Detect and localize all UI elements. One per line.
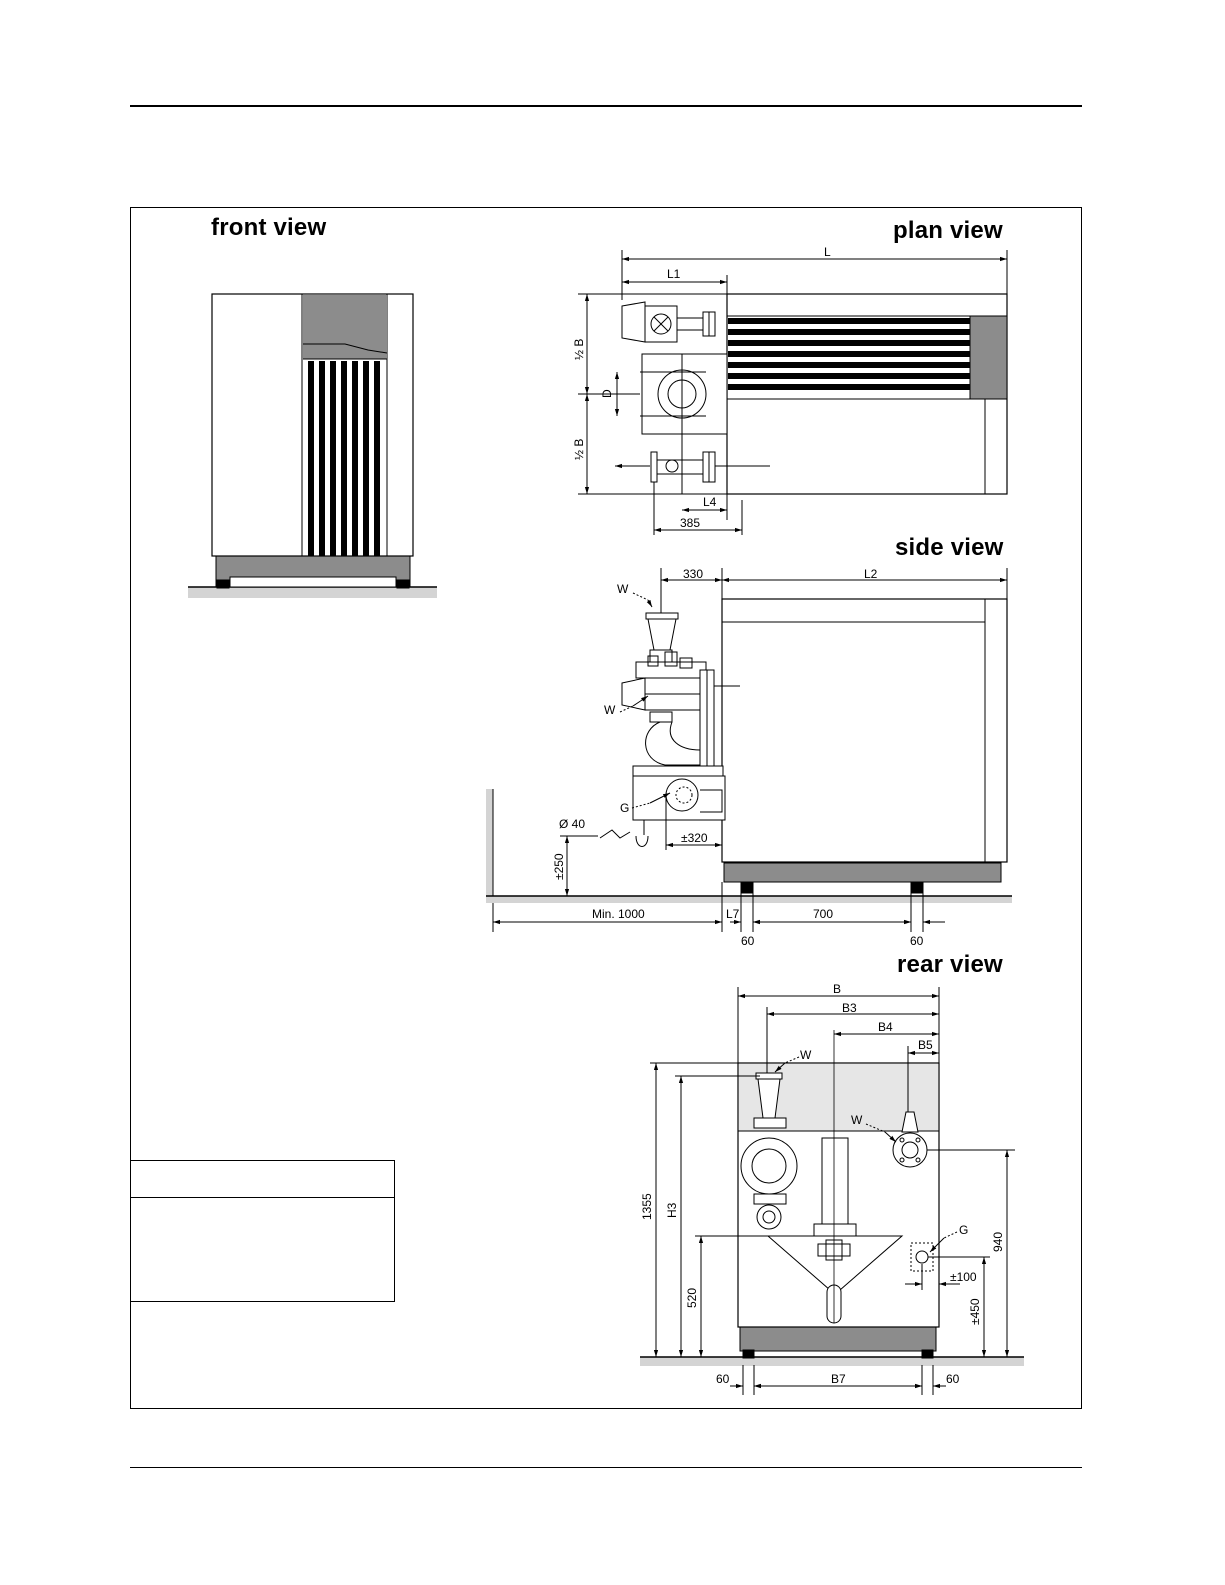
dim-385: 385 — [680, 516, 701, 530]
label-W-top: W — [617, 582, 629, 596]
dim-half-B-bottom: ½ B — [572, 438, 586, 460]
side-view-title: side view — [895, 534, 1004, 561]
dim-H3: H3 — [665, 1202, 679, 1218]
dim-100: ±100 — [950, 1270, 977, 1284]
dim-60-right: 60 — [910, 934, 924, 948]
dim-B5: B5 — [918, 1038, 933, 1052]
dim-60-rear-right: 60 — [946, 1372, 960, 1386]
dim-B3: B3 — [842, 1001, 857, 1015]
dim-L2: L2 — [864, 567, 878, 581]
label-W-rear-left: W — [800, 1048, 812, 1062]
dim-half-B-top: ½ B — [572, 338, 586, 360]
dim-60-rear-left: 60 — [716, 1372, 730, 1386]
label-G: G — [620, 801, 630, 815]
dim-D: D — [600, 389, 614, 398]
front-view-drawing — [188, 294, 437, 598]
dim-60-left: 60 — [741, 934, 755, 948]
dim-L: L — [824, 245, 831, 259]
plan-view-title: plan view — [893, 217, 1003, 244]
dim-940: 940 — [991, 1231, 1005, 1252]
front-view-title: front view — [211, 214, 327, 241]
dim-250: ±250 — [552, 853, 566, 880]
dim-320: ±320 — [681, 831, 708, 845]
rear-view-title: rear view — [897, 951, 1003, 978]
dim-L4: L4 — [703, 495, 717, 509]
dim-L1: L1 — [667, 267, 681, 281]
label-W-rear-right: W — [851, 1113, 863, 1127]
dim-B4: B4 — [878, 1020, 893, 1034]
dim-1355: 1355 — [640, 1193, 654, 1220]
dim-330: 330 — [683, 567, 704, 581]
dim-40: Ø 40 — [559, 817, 586, 831]
dim-450: ±450 — [968, 1298, 982, 1325]
dim-700: 700 — [813, 907, 834, 921]
rear-view-drawing — [640, 987, 1024, 1395]
dim-min-1000: Min. 1000 — [592, 907, 645, 921]
plan-view-drawing — [578, 250, 1007, 535]
dim-B: B — [833, 982, 842, 996]
label-W-mid: W — [604, 703, 616, 717]
dim-B7: B7 — [831, 1372, 846, 1386]
dim-520: 520 — [685, 1287, 699, 1308]
label-G-rear: G — [959, 1223, 969, 1237]
dim-L7: L7 — [726, 907, 740, 921]
